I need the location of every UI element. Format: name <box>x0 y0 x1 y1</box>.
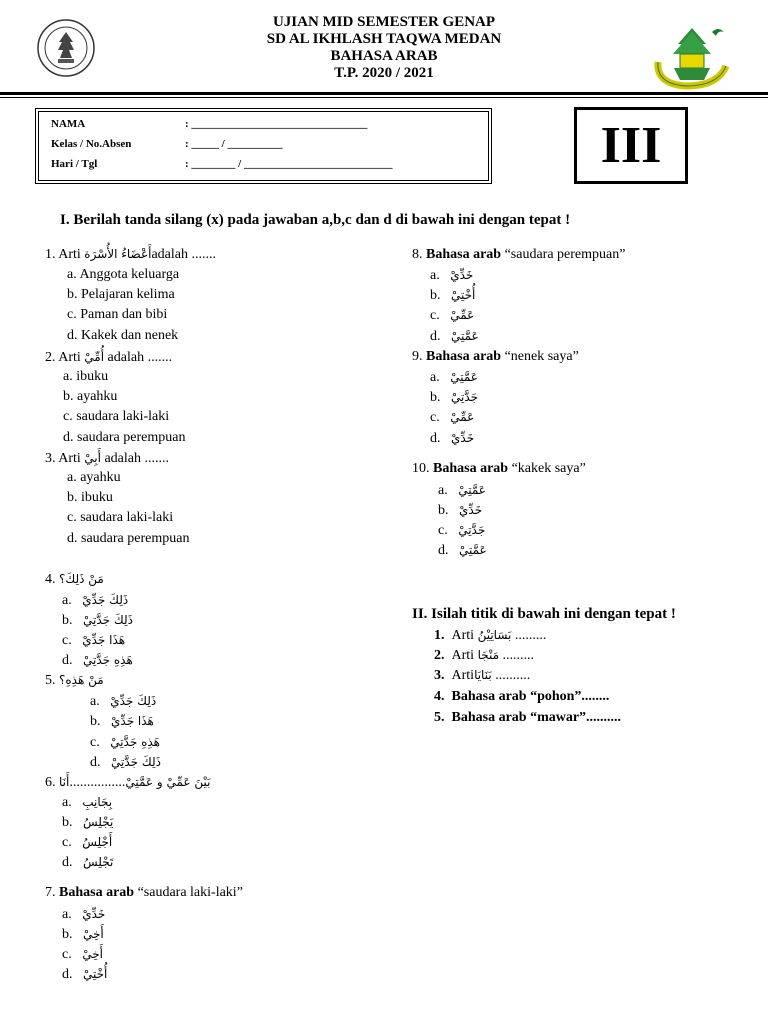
q2-option-d[interactable]: d. saudara perempuan <box>63 430 186 445</box>
section-2-heading: II. Isilah titik di bawah ini dengan tepat ! <box>412 606 676 622</box>
q8-option-a[interactable]: a. خَدِّيْ <box>430 268 474 283</box>
q2-option-a[interactable]: a. ibuku <box>63 369 109 384</box>
hari-label: Hari / Tgl <box>51 158 98 170</box>
section-1-heading: I. Berilah tanda silang (x) pada jawaban a,b,c dan d di bawah ini dengan tepat ! <box>60 212 571 228</box>
q1-option-c[interactable]: c. Paman dan bibi <box>67 307 168 322</box>
fill-item-1[interactable]: 1. Arti بَسَاتِيْنُ ......... <box>434 628 547 643</box>
nama-field[interactable]: : ________________________________ <box>185 118 368 130</box>
class-level-box: III <box>574 107 688 184</box>
q3-option-a[interactable]: a. ayahku <box>67 470 121 485</box>
question-9: 9. Bahasa arab “nenek saya” <box>412 349 579 364</box>
q4-option-b[interactable]: b. ذَلِكَ جَدَّتِيْ <box>62 613 133 628</box>
q6-option-b[interactable]: b. يَجْلِسُ <box>62 815 114 830</box>
question-3: 3. Arti أَبِيْ adalah ....... <box>45 451 169 466</box>
question-7: 7. Bahasa arab “saudara laki-laki” <box>45 885 243 900</box>
q10-option-a[interactable]: a. عَمَّتِيْ <box>438 483 486 498</box>
q6-option-a[interactable]: a. بِجَانِبِ <box>62 795 113 810</box>
question-10: 10. Bahasa arab “kakek saya” <box>412 461 586 476</box>
q9-option-c[interactable]: c. عَمِّيْ <box>430 410 475 425</box>
kelas-row <box>51 138 282 150</box>
q9-option-b[interactable]: b. جَدَّتِيْ <box>430 390 479 405</box>
q9-option-d[interactable]: d. خَدِّيْ <box>430 431 475 446</box>
title-line-4: T.P. 2020 / 2021 <box>334 65 434 81</box>
hari-field[interactable]: : ________ / ___________________________ <box>185 158 393 170</box>
q5-option-b[interactable]: b. هَذَا جَدِّيْ <box>90 714 154 729</box>
question-2: 2. Arti أُمِّيْ adalah ....... <box>45 350 173 365</box>
q5-option-a[interactable]: a. ذَلِكَ جَدِّيْ <box>90 694 157 709</box>
q8-option-b[interactable]: b. أُخْتِيْ <box>430 288 476 303</box>
q9-option-a[interactable]: a. عَمَّتِيْ <box>430 370 478 385</box>
q8-option-d[interactable]: d. عَمَّتِيْ <box>430 329 479 344</box>
school-logo <box>646 22 738 90</box>
q7-option-a[interactable]: a. خَدِّيْ <box>62 907 106 922</box>
q2-option-b[interactable]: b. ayahku <box>63 389 118 404</box>
question-6: 6. بَيْنَ عَمِّيْ و عَمَّتِيْ................أَنَا <box>45 775 211 790</box>
q7-option-d[interactable]: d. أُخْتِيْ <box>62 967 108 982</box>
q8-option-c[interactable]: c. عَمِّيْ <box>430 308 475 323</box>
q3-option-d[interactable]: d. saudara perempuan <box>67 531 190 546</box>
fill-item-4[interactable]: 4. Bahasa arab “pohon”........ <box>434 689 610 704</box>
nama-row <box>51 118 367 130</box>
q1-option-d[interactable]: d. Kakek dan nenek <box>67 328 179 343</box>
q10-option-c[interactable]: c. جَدَّتِيْ <box>438 523 486 538</box>
title-line-1: UJIAN MID SEMESTER GENAP <box>272 14 496 30</box>
header-divider <box>0 92 768 95</box>
nama-label: NAMA <box>51 118 86 130</box>
q1-option-b[interactable]: b. Pelajaran kelima <box>67 287 175 302</box>
header-divider-thin <box>0 97 768 98</box>
kelas-label: Kelas / No.Absen <box>51 138 132 150</box>
question-4: 4. مَنْ ذَلِكَ؟ <box>45 572 104 587</box>
q6-option-d[interactable]: d. تَجْلِسُ <box>62 855 114 870</box>
question-1: 1. Arti أَعْضَاءُ الأُسْرَةadalah ....... <box>45 247 216 262</box>
q3-option-c[interactable]: c. saudara laki-laki <box>67 510 174 525</box>
fill-item-5[interactable]: 5. Bahasa arab “mawar”.......... <box>434 710 622 725</box>
fill-item-3[interactable]: 3. Artiبَنَايَا .......... <box>434 668 531 683</box>
title-line-3: BAHASA ARAB <box>330 48 438 64</box>
q7-option-c[interactable]: c. أَخِيْ <box>62 947 103 962</box>
q10-option-d[interactable]: d. عَمَّتِيْ <box>438 543 487 558</box>
hari-row <box>51 158 392 170</box>
q6-option-c[interactable]: c. أَجْلِسُ <box>62 835 113 850</box>
student-identity-box <box>35 108 492 184</box>
q5-option-c[interactable]: c. هَذِهِ جَدَّتِيْ <box>90 735 161 750</box>
question-8: 8. Bahasa arab “saudara perempuan” <box>412 247 626 262</box>
q1-option-a[interactable]: a. Anggota keluarga <box>67 267 180 282</box>
q4-option-c[interactable]: c. هَذَا جَدِّيْ <box>62 633 126 648</box>
q10-option-b[interactable]: b. خَدِّيْ <box>438 503 483 518</box>
q2-option-c[interactable]: c. saudara laki-laki <box>63 409 170 424</box>
kelas-field[interactable]: : _____ / __________ <box>185 138 283 150</box>
fill-item-2[interactable]: 2. Arti مَنْجَا ......... <box>434 648 535 663</box>
q4-option-a[interactable]: a. ذَلِكَ جَدِّيْ <box>62 593 129 608</box>
q4-option-d[interactable]: d. هَذِهِ جَدَّتِيْ <box>62 653 133 668</box>
title-line-2: SD AL IKHLASH TAQWA MEDAN <box>266 31 502 47</box>
q7-option-b[interactable]: b. أَخِيْ <box>62 927 104 942</box>
q3-option-b[interactable]: b. ibuku <box>67 490 113 505</box>
q5-option-d[interactable]: d. ذَلِكَ جَدَّتِيْ <box>90 755 161 770</box>
question-5: 5. مَنْ هَذِهِ؟ <box>45 673 104 688</box>
